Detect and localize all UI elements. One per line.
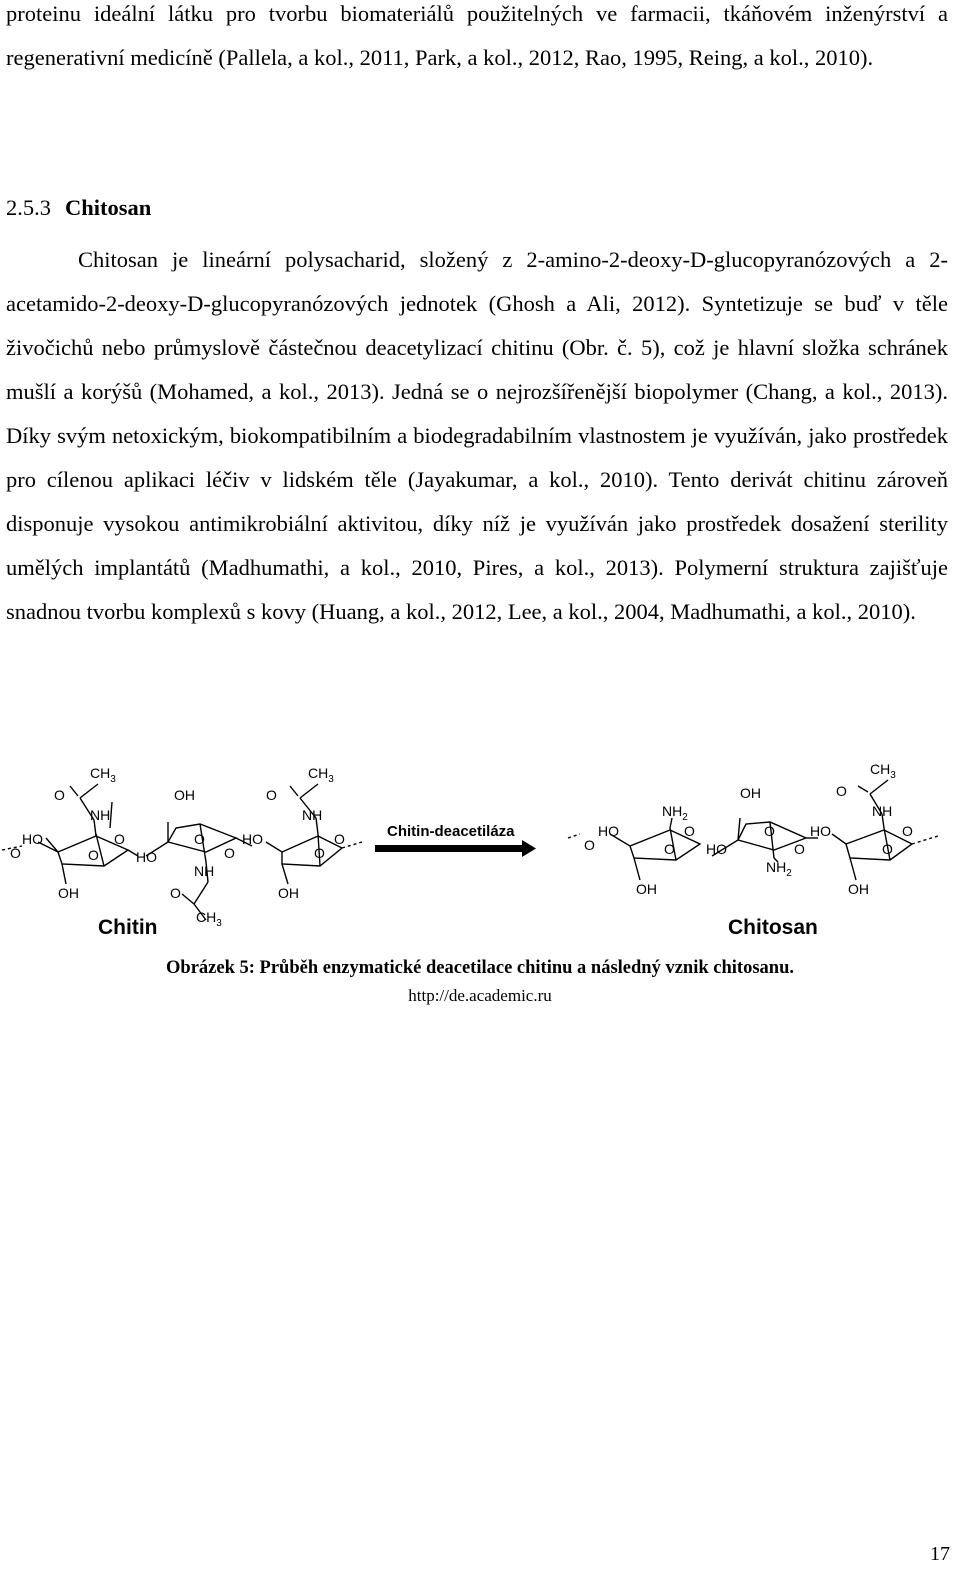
paragraph-chitosan-text: Chitosan je lineární polysacharid, složený z 2-amino-2-deoxy-D-glucopyranózových a 2-acetamido-2-deoxy-D-glucopyranózových jednotek (Ghosh a Ali, 2012). Syntetizuje se buď v těle živočichů nebo průmyslově částečnou deacetylizací chitinu (Obr. č. 5), což je hlavní složka schránek mušlí a korýšů (Mohamed, a kol., 2013). Jedná se o nejrozšířenější biopolymer (Chang, a kol., 2013). Díky svým netoxickým, biokompatibilním a biodegradabilním vlastnostem je využíván, jako prostředek pro cílenou aplikaci léčiv v lidském těle (Jayakumar, a kol., 2010). Tento derivát chitinu zároveň disponuje vysokou antimikrobiální aktivitou, díky níž je využíván jako prostředek dosažení sterility umělých implantátů (Madhumathi, a kol., 2010, Pires, a kol., 2013). Polymerní struktura zajišťuje snadnou tvorbu komplexů s kovy (Huang, a kol., 2012, Lee, a kol., 2004, Madhumathi, a kol., 2010). — [6, 247, 948, 624]
reaction-scheme — [0, 758, 960, 958]
svg-text:NH: NH — [194, 863, 215, 879]
svg-text:O: O — [764, 823, 775, 839]
svg-text:HO: HO — [810, 823, 831, 839]
svg-text:CH3: $CH_3$ — [308, 765, 334, 785]
reaction-figure — [0, 758, 960, 958]
figure-caption: Obrázek 5: Průběh enzymatické deacetilace chitinu a následný vznik chitosanu. — [166, 958, 794, 978]
svg-text:O: O — [902, 823, 913, 839]
svg-text:O: O — [664, 841, 675, 857]
svg-text:O: O — [114, 831, 125, 847]
svg-text:HO: HO — [242, 831, 263, 847]
svg-text:CH3: $CH_3$ — [196, 909, 222, 929]
reaction-arrow-shaft — [375, 845, 525, 852]
svg-text:O: O — [170, 885, 181, 901]
enzyme-label: Chitin-deacetiláza — [387, 823, 515, 840]
svg-text:HO: HO — [136, 849, 157, 865]
svg-text:CH3: $CH_3$ — [870, 761, 896, 781]
paragraph-chitosan — [6, 238, 948, 634]
svg-text:OH: OH — [278, 885, 299, 901]
svg-text:OH: OH — [58, 885, 79, 901]
svg-text:NH: NH — [90, 807, 111, 823]
svg-text:O: O — [794, 841, 805, 857]
svg-text:OH: OH — [636, 881, 657, 897]
svg-text:O: O — [10, 845, 21, 861]
reaction-arrow-head — [522, 840, 536, 857]
chitosan-label: Chitosan — [728, 916, 818, 939]
svg-text:O: O — [194, 831, 205, 847]
figure-source: http://de.academic.ru — [408, 986, 552, 1005]
paragraph-intro: proteinu ideální látku pro tvorbu biomateriálů použitelných ve farmacii, tkáňovém inženýrství a regenerativní medicíně (Pallela, a kol., 2011, Park, a kol., 2012, Rao, 1995, Reing, a kol., 2010). — [6, 1, 948, 70]
svg-text:O: O — [334, 831, 345, 847]
svg-text:OH: OH — [740, 785, 761, 801]
svg-text:O: O — [314, 845, 325, 861]
svg-text:HO: HO — [706, 841, 727, 857]
svg-text:O: O — [54, 787, 65, 803]
svg-text:O: O — [684, 823, 695, 839]
svg-text:HO: HO — [22, 831, 43, 847]
svg-text:NH2: $NH_2$ — [662, 803, 688, 823]
page-number: 17 — [930, 1543, 950, 1565]
svg-text:NH: NH — [302, 807, 323, 823]
chitin-label: Chitin — [98, 916, 158, 939]
svg-text:OH: OH — [174, 787, 195, 803]
svg-text:NH: NH — [872, 803, 893, 819]
svg-text:O: O — [584, 837, 595, 853]
svg-text:CH3: $CH_3$ — [90, 765, 116, 785]
svg-text:HO: HO — [598, 823, 619, 839]
section-heading — [6, 186, 151, 230]
svg-text:O: O — [266, 787, 277, 803]
svg-text:NH2: $NH_2$ — [766, 859, 792, 879]
section-title: Chitosan — [65, 195, 152, 220]
svg-text:O: O — [224, 845, 235, 861]
svg-text:OH: OH — [848, 881, 869, 897]
svg-text:O: O — [88, 847, 99, 863]
section-number: 2.5.3 — [6, 195, 51, 220]
svg-text:O: O — [836, 783, 847, 799]
svg-text:O: O — [882, 841, 893, 857]
